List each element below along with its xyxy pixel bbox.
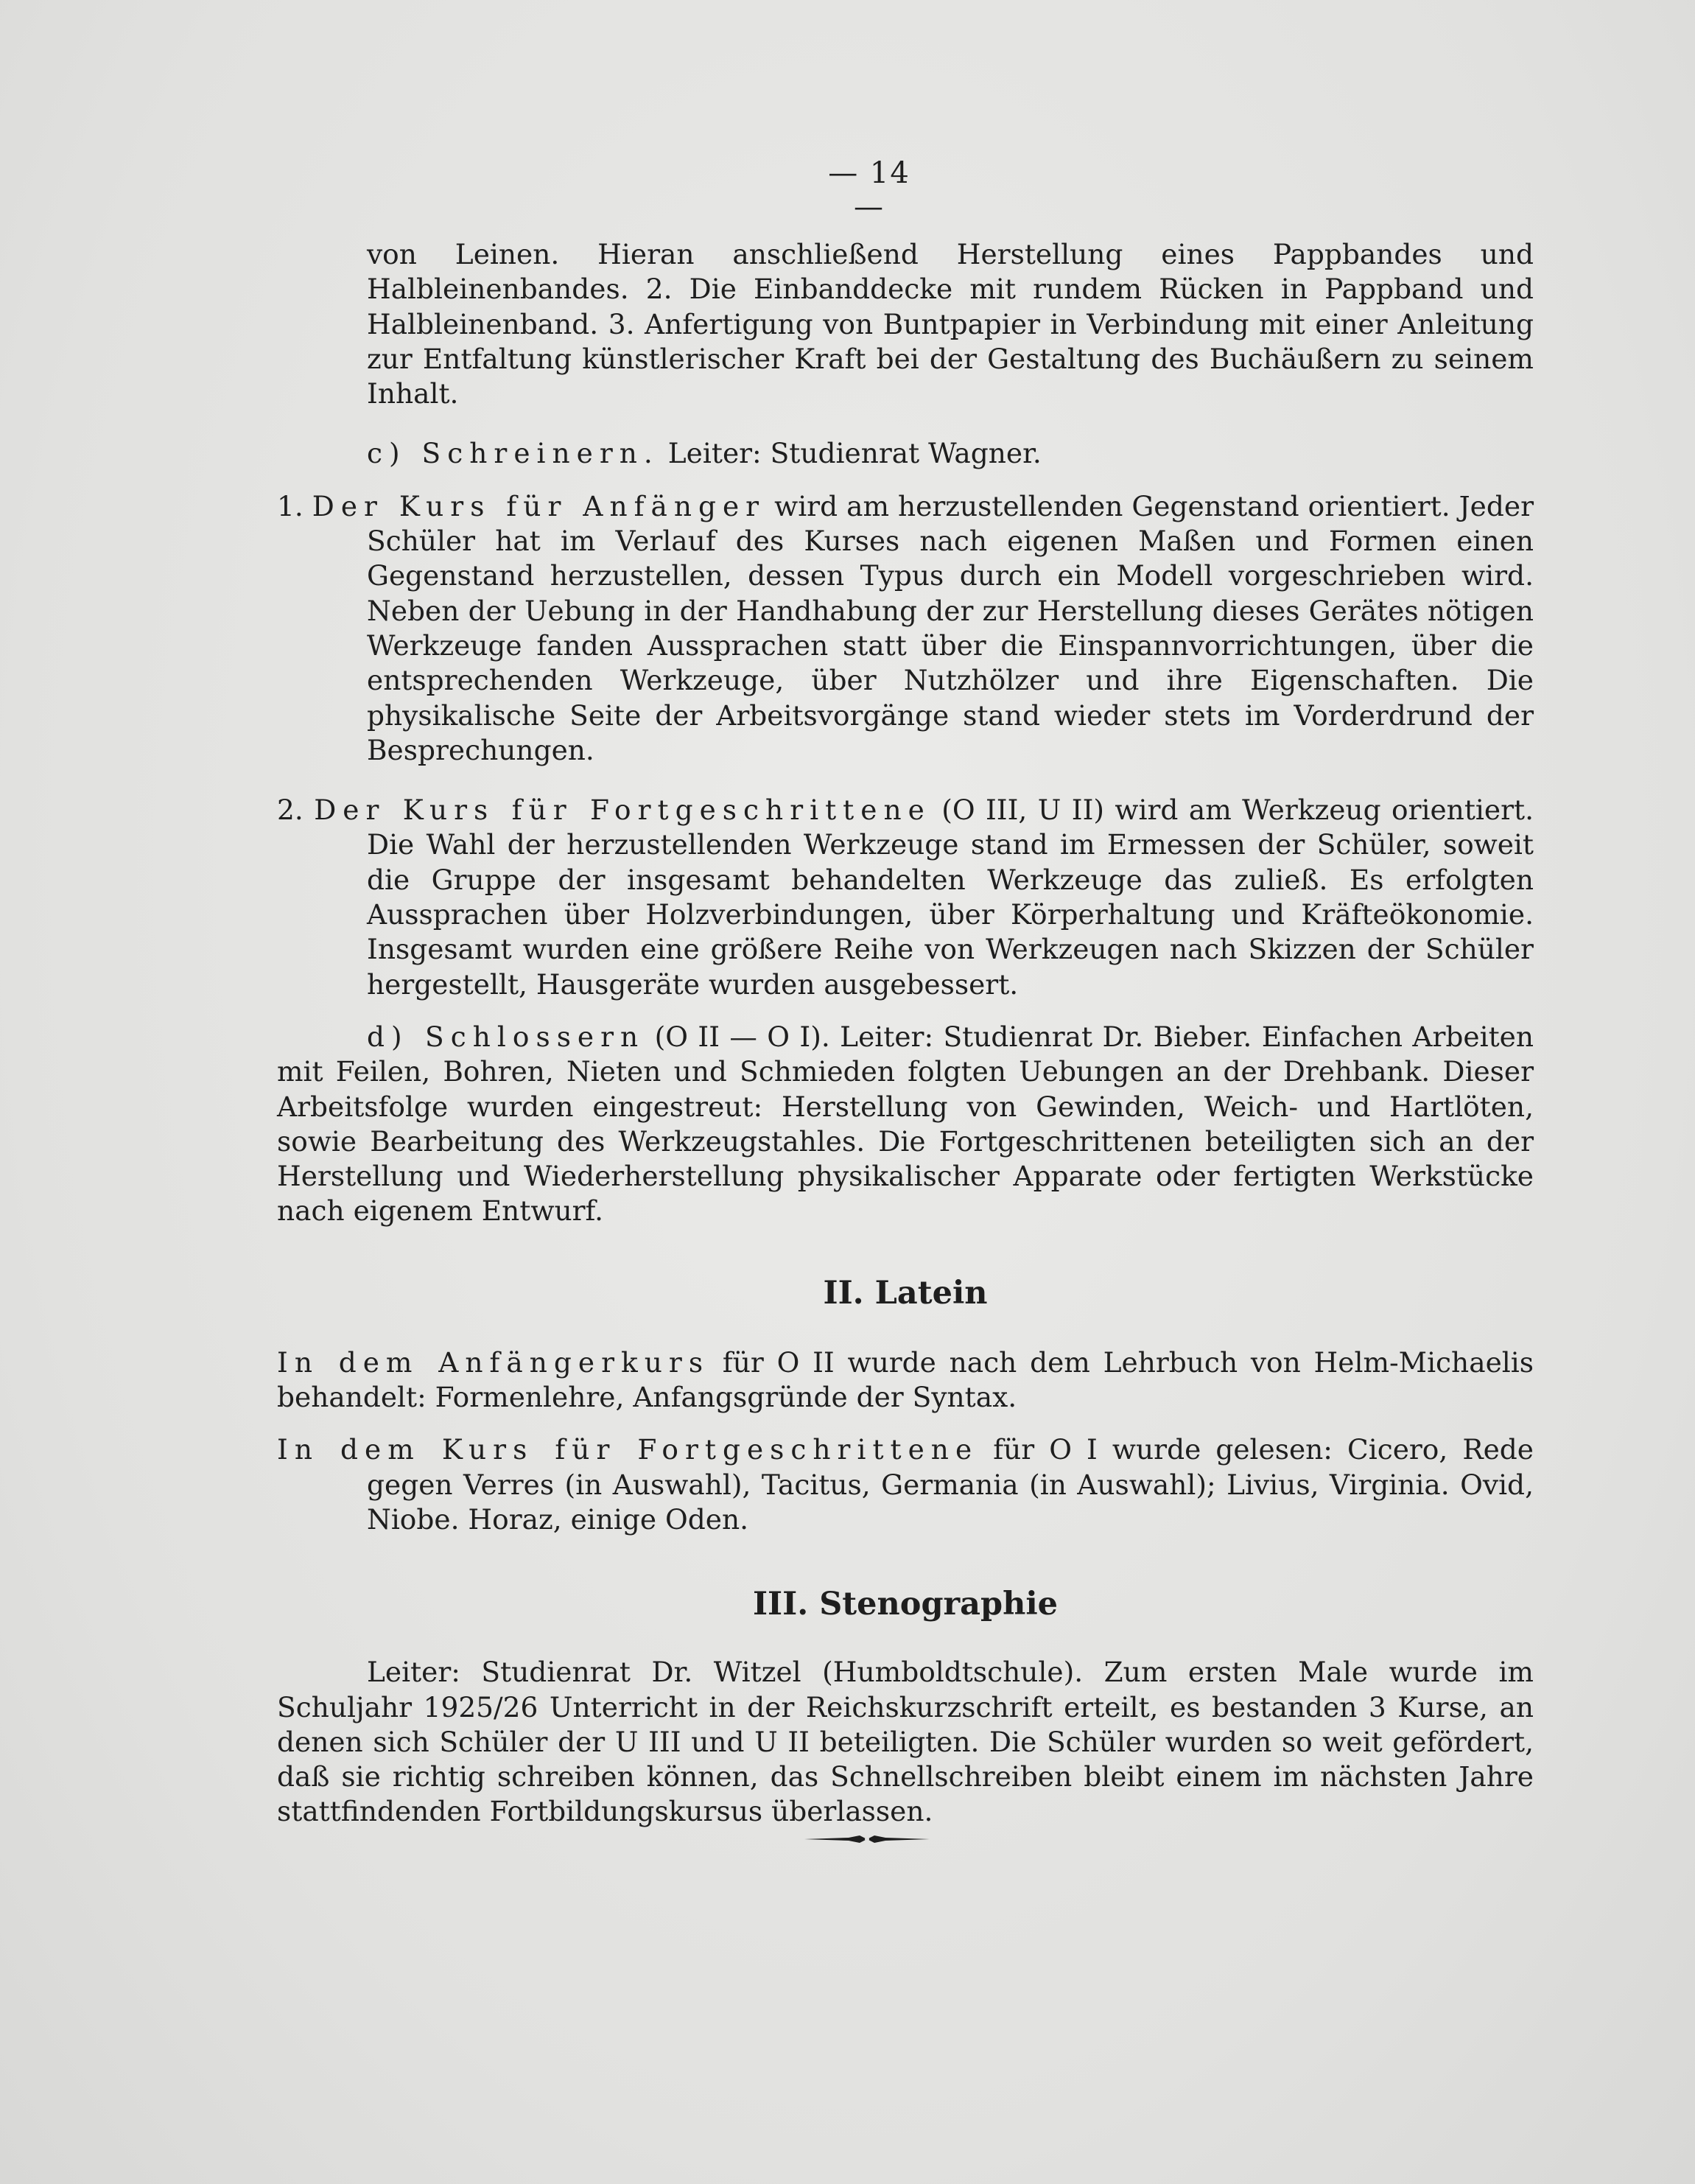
page-number: — 14 —	[828, 156, 910, 224]
paragraph-kurs-fortgeschrittene	[277, 793, 1534, 1002]
kurs-fortgeschrittene-text: (O III, U II) wird am Werkzeug orientiert. Die Wahl der herzustellenden Werkzeuge stand im Ermessen der Schüler, soweit die Gruppe der insgesamt behandelten Werkzeuge das zuließ. Es erfolgten Aussprachen über Holzverbindungen, über Körperhaltung und Kräfteökonomie. Insgesamt wurden eine größere Reihe von Werkzeugen nach Skizzen der Schüler hergestellt, Hausgeräte wurden ausgebessert.	[367, 794, 1534, 1001]
end-ornament-icon	[804, 1833, 930, 1845]
latein-anfaenger-label: In dem Anfängerkurs	[277, 1345, 710, 1379]
paragraph-buchbinder-continuation: von Leinen. Hieran anschließend Herstellung eines Pappbandes und Halbleinenbandes. 2. Die Einbanddecke mit rundem Rücken in Pappband und Halbleinenband. 3. Anfertigung von Buntpapier in Verbindung mit einer Anleitung zur Entfaltung künstlerischer Kraft bei der Gestaltung des Buchäußern zu seinem Inhalt.	[367, 238, 1534, 410]
latein-fortgeschrittene-label: In dem Kurs für Fortgeschrittene	[277, 1433, 979, 1466]
paragraph-latein-fortgeschrittene	[277, 1432, 1534, 1537]
schlossern-text: (O II — O I). Leiter: Studienrat Dr. Bieber. Einfachen Arbeiten mit Feilen, Bohren, Nieten und Schmieden folgten Uebungen an der Drehbank. Dieser Arbeitsfolge wurden eingestreut: Herstellung von Gewinden, Weich- und Hartlöten, sowie Bearbeitung des Werkzeugstahles. Die Fortgeschrittenen beteiligten sich an der Herstellung und Wiederherstellung physikalischer Apparate oder fertigten Werkstücke nach eigenem Entwurf.	[277, 1020, 1534, 1228]
paragraph-schlossern	[277, 1020, 1534, 1229]
page-content	[277, 237, 1534, 1830]
kurs-anfaenger-text: wird am herzustellenden Gegenstand orientiert. Jeder Schüler hat im Verlauf des Kurses nach eigenen Maßen und Formen einen Gegenstand herzustellen, dessen Typus durch ein Modell vorgeschrieben wird. Neben der Uebung in der Handhabung der zur Herstellung dieses Gerätes nötigen Werkzeuge fanden Aussprachen statt über die Einspannvorrichtungen, über die entsprechenden Werkzeuge, über Nutzhölzer und ihre Eigenschaften. Die physikalische Seite der Arbeitsvorgänge stand wieder stets im Vorderdrund der Besprechungen.	[367, 489, 1534, 766]
paragraph-kurs-anfaenger	[277, 489, 1534, 768]
kurs-fortgeschrittene-number: 2.	[277, 794, 303, 827]
schreinern-text: Leiter: Studienrat Wagner.	[667, 437, 1042, 470]
paragraph-stenographie: Leiter: Studienrat Dr. Witzel (Humboldtschule). Zum ersten Male wurde im Schuljahr 1925/26 Unterricht in der Reichskurzschrift erteilt, es bestanden 3 Kurse, an denen sich Schüler der U III und U II beteiligten. Die Schüler wurden so weit gefördert, daß sie richtig schreiben können, das Schnellschreiben bleibt einem im nächsten Jahre stattfindenden Fortbildungskursus überlassen.	[277, 1656, 1534, 1828]
section-heading-stenographie: III. Stenographie	[752, 1586, 1059, 1623]
kurs-anfaenger-number: 1.	[277, 489, 303, 522]
section-heading-latein: II. Latein	[823, 1274, 988, 1312]
paragraph-latein-anfaenger	[277, 1345, 1534, 1415]
schlossern-label: d) Schlossern	[367, 1020, 645, 1053]
schreinern-label: c) Schreinern.	[367, 437, 659, 470]
kurs-fortgeschrittene-label: Der Kurs für Fortgeschrittene	[314, 794, 931, 827]
latein-fortgeschrittene-text: für O I wurde gelesen: Cicero, Rede gegen Verres (in Auswahl), Tacitus, Germania (in Auswahl); Livius, Virginia. Ovid, Niobe. Horaz, einige Oden.	[367, 1433, 1534, 1536]
paragraph-schreinern	[277, 436, 1534, 471]
latein-anfaenger-text: für O II wurde nach dem Lehrbuch von Helm-Michaelis behandelt: Formenlehre, Anfangsgründe der Syntax.	[277, 1345, 1534, 1414]
kurs-anfaenger-label: Der Kurs für Anfänger	[312, 489, 766, 522]
